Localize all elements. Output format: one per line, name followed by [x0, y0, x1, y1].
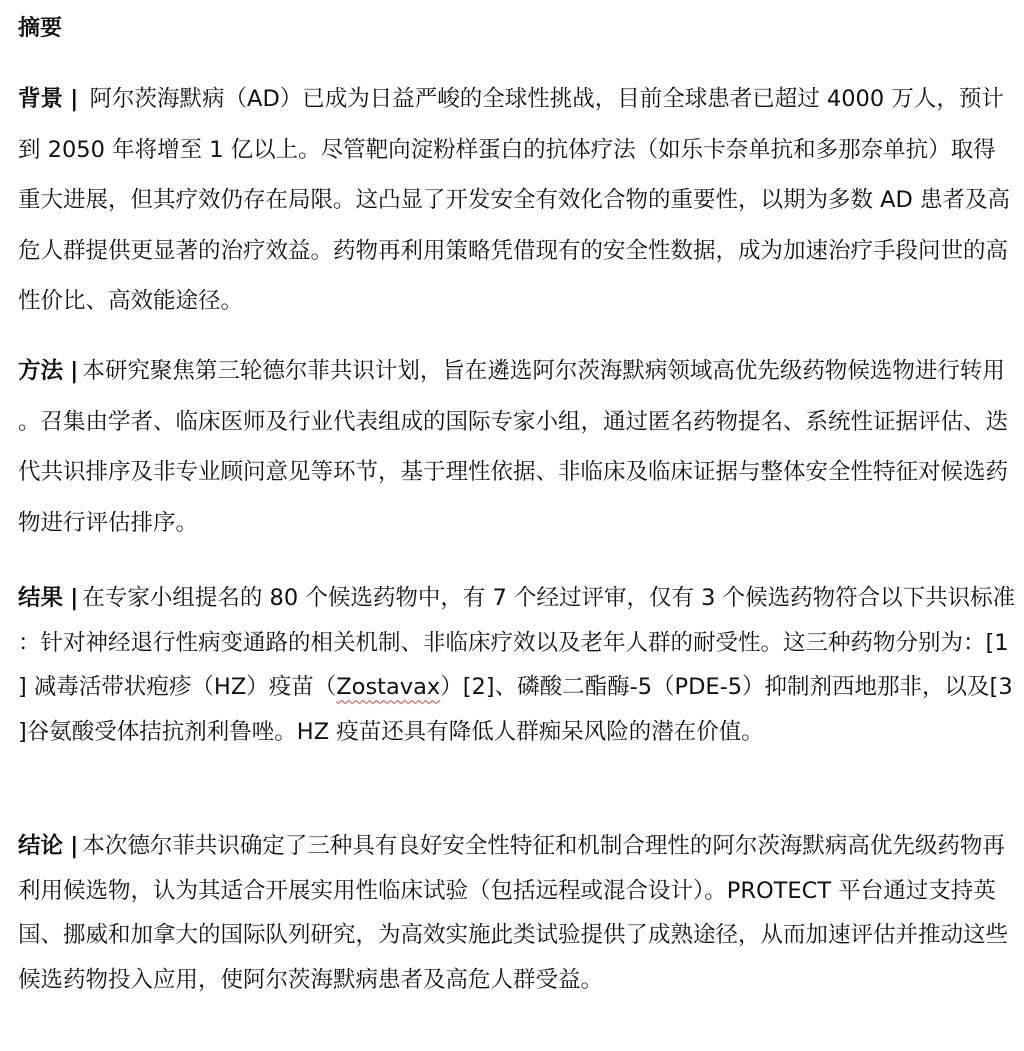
spellcheck-underlined-term: Zostavax [336, 674, 441, 701]
conclusion-section [18, 824, 1016, 1002]
methods-separator: | [70, 358, 79, 384]
methods-section [18, 346, 1016, 548]
conclusion-label: 结论 [18, 833, 64, 859]
results-separator: | [70, 585, 79, 611]
results-label: 结果 [18, 585, 64, 611]
conclusion-text: 本次德尔菲共识确定了三种具有良好安全性特征和机制合理性的阿尔茨海默病高优先级药物再利用候选物，认为其适合开展实用性临床试验（包括远程或混合设计）。PROTECT 平台通过支持英国、挪威和加拿大的国际队列研究，为高效实施此类试验提供了成熟途径，从而加速评估并推动这些候选药物投入应用，使阿尔茨海默病患者及高危人群受益。 [18, 833, 1009, 993]
methods-label: 方法 [18, 358, 64, 384]
conclusion-separator: | [70, 833, 79, 859]
abstract-title: 摘要 [18, 16, 63, 41]
background-text: 阿尔茨海默病（AD）已成为日益严峻的全球性挑战，目前全球患者已超过 4000 万人，预计到 2050 年将增至 1 亿以上。尽管靶向淀粉样蛋白的抗体疗法（如乐卡奈单抗和多那奈单抗）取得重大进展，但其疗效仍存在局限。这凸显了开发安全有效化合物的重要性，以期为多数 AD 患者及高危人群提供更显著的治疗效益。药物再利用策略凭借现有的安全性数据，成为加速治疗手段问世的高性价比、高效能途径。 [18, 86, 1011, 314]
results-text-before: 在专家小组提名的 80 个候选药物中，有 7 个经过评审，仅有 3 个候选药物符合以下共识标准：针对神经退行性病变通路的相关机制、非临床疗效以及老年人群的耐受性。这三种药物分别为：[1] 减毒活带状疱疹（HZ）疫苗（ [18, 585, 1016, 701]
results-section [18, 576, 1016, 755]
background-separator: | [70, 86, 79, 112]
background-section [18, 74, 1016, 327]
results-text-after: ）[2]、磷酸二酯酶-5（PDE-5）抑制剂西地那非，以及[3]谷氨酸受体拮抗剂利鲁唑。HZ 疫苗还具有降低人群痴呆风险的潜在价值。 [18, 674, 1013, 746]
methods-text: 本研究聚焦第三轮德尔菲共识计划，旨在遴选阿尔茨海默病领域高优先级药物候选物进行转用。召集由学者、临床医师及行业代表组成的国际专家小组，通过匿名药物提名、系统性证据评估、迭代共识排序及非专业顾问意见等环节，基于理性依据、非临床及临床证据与整体安全性特征对候选药物进行评估排序。 [18, 358, 1009, 536]
background-label: 背景 [18, 86, 64, 112]
